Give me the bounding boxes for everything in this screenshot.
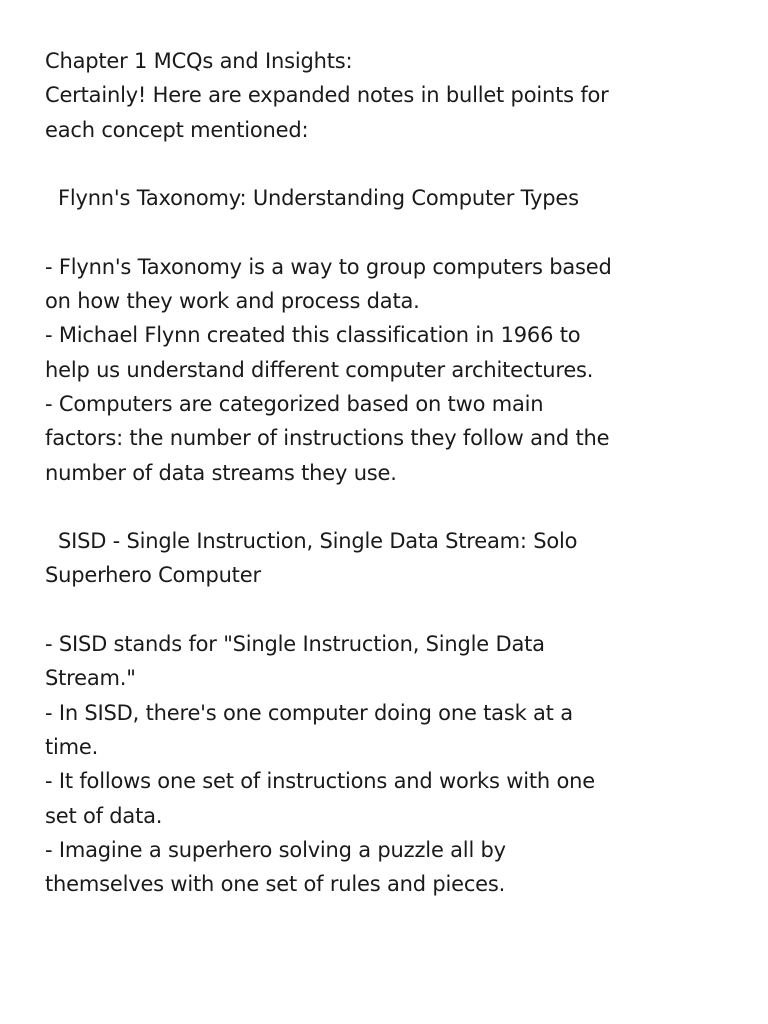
spacer	[45, 490, 735, 524]
bullet-line: set of data.	[45, 803, 163, 828]
spacer	[45, 215, 735, 249]
bullet-line: - Imagine a superhero solving a puzzle all by	[45, 837, 506, 862]
bullet-line: - Computers are categorized based on two main	[45, 391, 544, 416]
bullet-line: - Flynn's Taxonomy is a way to group computers based	[45, 254, 612, 279]
intro-line: each concept mentioned:	[45, 117, 309, 142]
bullet-line: factors: the number of instructions they follow and the	[45, 426, 610, 451]
bullet-line: Stream."	[45, 666, 136, 691]
bullet-line: themselves with one set of rules and pieces.	[45, 872, 506, 897]
bullet-line: number of data streams they use.	[45, 460, 397, 485]
section-title-flynns-taxonomy: Flynn's Taxonomy: Understanding Computer Types	[45, 186, 579, 211]
spacer	[45, 593, 735, 627]
intro-line: Certainly! Here are expanded notes in bullet points for	[45, 83, 609, 108]
section-title-sisd: Superhero Computer	[45, 563, 261, 588]
bullet-line: time.	[45, 734, 99, 759]
spacer	[45, 147, 735, 181]
heading-line: Chapter 1 MCQs and Insights:	[45, 49, 353, 73]
bullet-line: - In SISD, there's one computer doing one task at a	[45, 700, 573, 725]
document-text	[45, 44, 735, 901]
bullet-line: on how they work and process data.	[45, 289, 420, 314]
bullet-line: - It follows one set of instructions and works with one	[45, 769, 595, 794]
section-title-sisd: SISD - Single Instruction, Single Data Stream: Solo	[45, 529, 578, 554]
bullet-line: help us understand different computer architectures.	[45, 357, 594, 382]
bullet-line: - SISD stands for "Single Instruction, Single Data	[45, 632, 545, 657]
bullet-line: - Michael Flynn created this classification in 1966 to	[45, 323, 581, 348]
